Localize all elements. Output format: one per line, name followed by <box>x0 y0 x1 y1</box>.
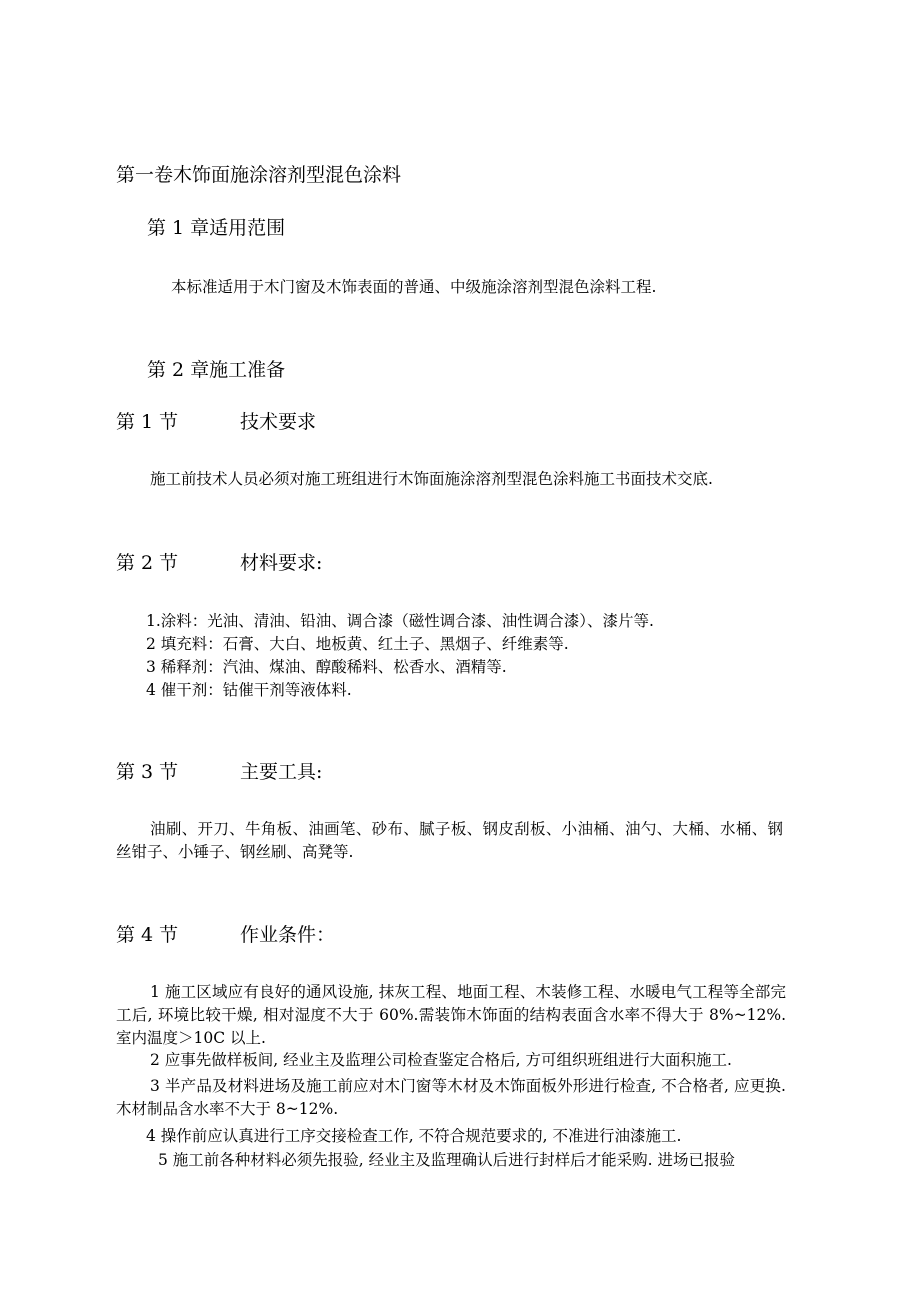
section2-line-2: 2 填充料：石膏、大白、地板黄、红土子、黑烟子、纤维素等. <box>146 635 569 653</box>
section1-title: 技术要求 <box>240 411 317 433</box>
section1-line-1: 施工前技术人员必须对施工班组进行木饰面施涂溶剂型混色涂料施工书面技术交底. <box>150 470 713 488</box>
section4-item-3: 3 半产品及材料进场及施工前应对木门窗等木材及木饰面板外形进行检查, 不合格者, 应更换. 木材制品含水率不大于 8~12%. <box>116 1077 786 1118</box>
section2-title: 材料要求: <box>240 552 323 574</box>
chapter1-title: 第 1 章适用范围 <box>147 217 286 239</box>
section2-number: 第 2 节 <box>116 552 179 574</box>
section2-line-1: 1.涂料：光油、清油、铅油、调合漆（磁性调合漆、油性调合漆）、漆片等. <box>146 612 654 630</box>
chapter2-title: 第 2 章施工准备 <box>147 359 286 381</box>
chapter1-text: 本标准适用于木门窗及木饰表面的普通、中级施涂溶剂型混色涂料工程. <box>171 278 657 296</box>
section3-title: 主要工具: <box>240 761 323 783</box>
section2-line-3: 3 稀释剂：汽油、煤油、醇酸稀料、松香水、酒精等. <box>146 658 507 676</box>
section4-number: 第 4 节 <box>116 924 179 946</box>
section4-item-1: 1 施工区域应有良好的通风设施, 抹灰工程、地面工程、木装修工程、水暖电气工程等全部完工后, 环境比较干燥, 相对湿度不大于 60%.需装饰木饰面的结构表面含水率不得大于 8%~12%.室内温度＞10C 以上. <box>116 983 786 1047</box>
section4-title: 作业条件： <box>240 924 336 946</box>
section3-number: 第 3 节 <box>116 761 179 783</box>
section4-item-5: 5 施工前各种材料必须先报验, 经业主及监理确认后进行封样后才能采购. 进场已报验 <box>158 1151 735 1169</box>
section4-item-2: 2 应事先做样板间, 经业主及监理公司检查鉴定合格后, 方可组织班组进行大面积施工. <box>150 1051 732 1069</box>
section4-item-4: 4 操作前应认真进行工序交接检查工作, 不符合规范要求的, 不准进行油漆施工. <box>146 1127 682 1145</box>
section1-number: 第 1 节 <box>116 411 179 433</box>
section2-line-4: 4 催干剂：钴催干剂等液体料. <box>146 681 352 699</box>
section3-tools-text: 油刷、开刀、牛角板、油画笔、砂布、腻子板、钢皮刮板、小油桶、油勺、大桶、水桶、钢丝钳子、小锤子、钢丝刷、高凳等. <box>116 820 783 861</box>
volume-title: 第一卷木饰面施涂溶剂型混色涂料 <box>116 164 402 186</box>
